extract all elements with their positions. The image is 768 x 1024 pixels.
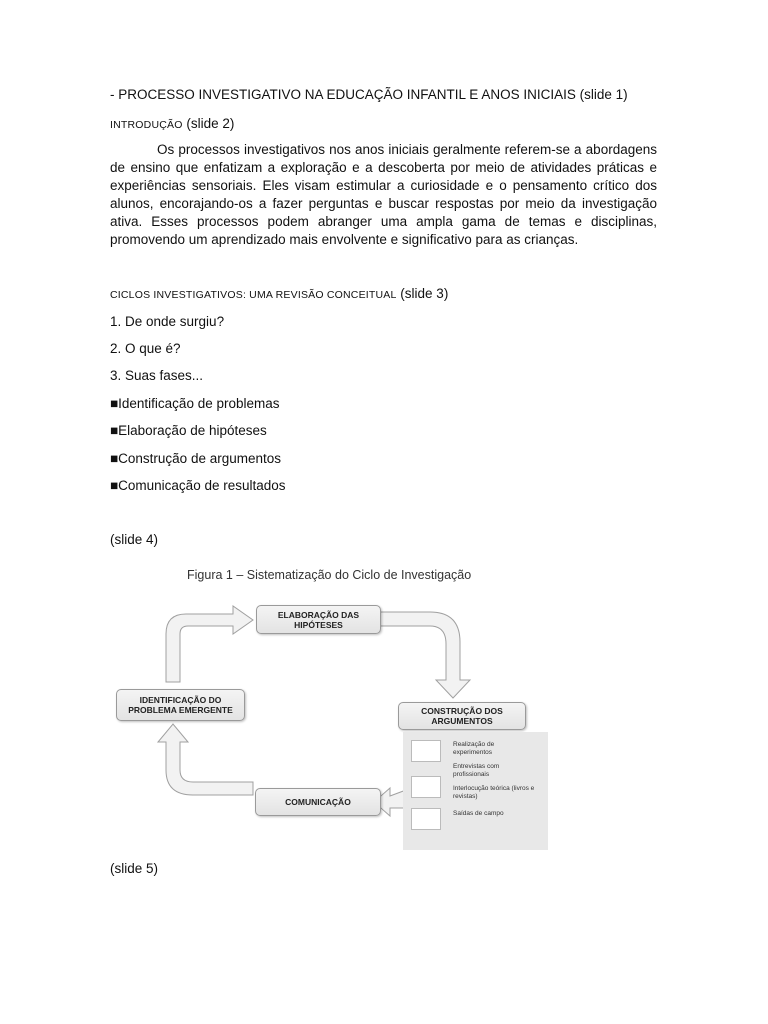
slide5-label: (slide 5) bbox=[110, 861, 159, 876]
panel-item: Realização de experimentos bbox=[453, 741, 495, 756]
panel-item: Interlocução teórica (livros e revistas) bbox=[453, 785, 535, 800]
cycles-heading: CICLOS INVESTIGATIVOS: UMA REVISÃO CONCEITUAL bbox=[110, 289, 397, 301]
arrow-up-to-identificacao bbox=[158, 724, 253, 795]
arrow-up-to-hipoteses bbox=[166, 606, 253, 682]
question-item: 2. O que é? bbox=[110, 341, 181, 356]
investigation-cycle-figure bbox=[108, 562, 553, 852]
panel-item: Entrevistas com profissionais bbox=[453, 763, 500, 778]
arrow-down-to-argumentos bbox=[380, 612, 470, 698]
cycles-heading-line bbox=[110, 285, 448, 304]
slide4-label: (slide 4) bbox=[110, 532, 159, 547]
figure-title: Figura 1 – Sistematização do Ciclo de Investigação bbox=[187, 568, 472, 582]
question-item: 3. Suas fases... bbox=[110, 368, 204, 383]
books-illustration-icon bbox=[411, 776, 441, 798]
document-title: - PROCESSO INVESTIGATIVO NA EDUCAÇÃO INFANTIL E ANOS INICIAIS (slide 1) bbox=[110, 87, 628, 102]
intro-heading-line bbox=[110, 115, 234, 134]
bus-illustration-icon bbox=[411, 808, 441, 830]
phase-item: ■Elaboração de hipóteses bbox=[110, 423, 267, 438]
phase-item: ■Identificação de problemas bbox=[110, 396, 280, 411]
panel-item: Saídas de campo bbox=[453, 810, 504, 817]
box-identificacao-problema: IDENTIFICAÇÃO DO PROBLEMA EMERGENTE bbox=[116, 689, 245, 721]
intro-slide-ref: (slide 2) bbox=[186, 116, 235, 131]
argument-sources-panel bbox=[403, 732, 548, 850]
box-comunicacao: COMUNICAÇÃO bbox=[255, 788, 381, 816]
phase-item: ■Construção de argumentos bbox=[110, 451, 281, 466]
question-item: 1. De onde surgiu? bbox=[110, 314, 225, 329]
experiment-illustration-icon bbox=[411, 740, 441, 762]
intro-paragraph: Os processos investigativos nos anos iniciais geralmente referem-se a abordagens de ensino que enfatizam a exploração e a descoberta por meio de atividades práticas e experiências sensoriais. Eles visam estimular a curiosidade e o pensamento crítico dos alunos, encorajando-os a fazer perguntas e buscar respostas por meio da investigação ativa. Esses processos podem abranger uma ampla gama de temas e disciplinas, promovendo um aprendizado mais envolvente e significativo para as crianças. bbox=[110, 142, 657, 247]
box-elaboracao-hipoteses: ELABORAÇÃO DAS HIPÓTESES bbox=[256, 605, 381, 634]
cycles-slide-ref: (slide 3) bbox=[400, 286, 449, 301]
intro-heading: INTRODUÇÃO bbox=[110, 119, 183, 131]
phase-item: ■Comunicação de resultados bbox=[110, 478, 286, 493]
box-construcao-argumentos: CONSTRUÇÃO DOS ARGUMENTOS bbox=[398, 702, 526, 730]
